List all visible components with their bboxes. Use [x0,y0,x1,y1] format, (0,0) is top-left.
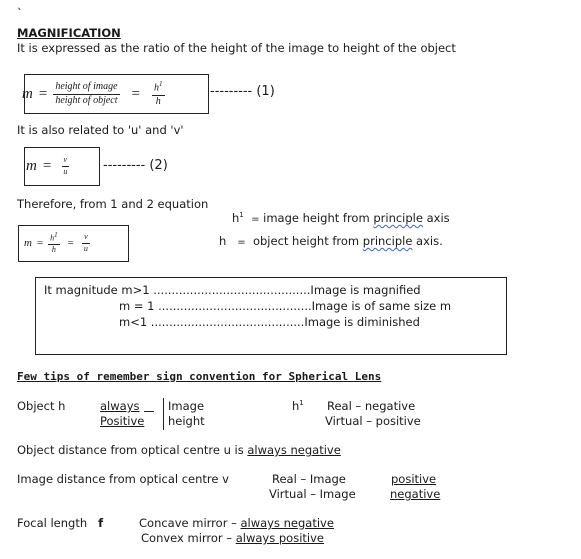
magnitude-row-2 [119,299,451,313]
object-label: Object h [17,399,66,413]
focal-convex: Convex mirror – [141,531,236,545]
object-distance-value: always negative [247,443,341,457]
eq2-den: u [63,166,68,176]
eq3-equals-a: = [36,237,44,249]
focal-concave-row [139,516,334,530]
eq1-num-h-sup: 1 [159,79,163,88]
def-h-text-a: object height from [252,234,363,248]
eq1-fraction-words [53,82,119,106]
therefore-text: Therefore, from 1 and 2 equation [17,197,209,211]
equation-2 [26,150,69,182]
eq2-m: m [26,157,37,174]
eq3-fraction-h [48,232,60,254]
focal-convex-value: always positive [235,531,324,545]
intro-text: It is expressed as the ratio of the height of the image to height of the object [17,41,456,55]
mag-row3-result: Image is diminished [304,315,420,329]
mag-row1-condition: It magnitude m>1 ........................................... [44,283,311,297]
eq1-num-h: h [154,82,159,94]
eq3-m: m [24,237,32,249]
def-h1-sup: 1 [239,211,244,220]
eq1-fraction-h [152,81,165,107]
mag-row2-condition: m = 1 .......................................... [119,299,312,313]
eq1-den-h: h [155,95,161,107]
heading-magnification: MAGNIFICATION [17,26,121,40]
eq2-num: v [62,156,70,166]
focal-label: Focal length [17,516,88,530]
def-h-eq: = [237,237,246,248]
focal-convex-row [141,531,324,545]
magnitude-row-3 [119,315,420,329]
object-distance-text: Object distance from optical centre u is [17,443,248,457]
object-height: height [168,414,205,428]
image-distance-negative: negative [390,487,441,501]
magnitude-row-1 [44,283,421,297]
mag-row2-result: Image is of same size m [311,299,452,313]
image-distance-positive: positive [391,472,437,486]
def-h1-text-c: axis [422,211,450,225]
object-positive: Positive [100,414,145,428]
def-h1-principle: principle [373,211,423,225]
mag-row3-condition: m<1 .......................................... [119,315,305,329]
def-h1-sym: h [232,211,240,225]
object-image: Image [168,399,205,413]
object-h1 [292,399,304,413]
object-always: always [100,399,140,413]
eq1-num-words: height of image [53,82,119,95]
object-h1-sup: 1 [299,399,304,408]
eq3-num-h-sup: 1 [54,230,58,239]
eq3-num-h: h [50,233,55,243]
image-distance-text: Image distance from optical centre v [17,472,229,486]
object-virtual-positive: Virtual – positive [325,414,421,428]
def-h-sym: h [219,234,227,248]
object-real-negative: Real – negative [327,399,416,413]
eq3-fraction-vu [82,233,90,253]
def-h-principle: principle [362,234,413,248]
eq2-equals: = [42,157,52,174]
mag-row1-result: Image is magnified [310,283,421,297]
focal-f: f [98,516,104,530]
object-divider [163,398,164,430]
image-distance-real: Real – Image [272,472,346,486]
eq1-den-words: height of object [55,94,118,106]
eq1-equals-a: = [38,85,48,102]
equation-1 [22,78,165,110]
object-distance-row [17,443,341,457]
eq3-den-h: h [51,244,56,254]
focal-concave: Concave mirror – [139,516,241,530]
tips-heading: Few tips of remember sign convention for Spherical Lens [17,370,382,383]
related-text: It is also related to 'u' and 'v' [17,123,184,137]
eq2-fraction [61,156,69,176]
image-distance-virtual: Virtual – Image [269,487,356,501]
object-always-underline-ext [144,411,154,412]
def-h1 [232,211,450,225]
def-h [219,234,443,248]
eq3-equals-b: = [67,237,74,249]
object-h1-sym: h [292,399,300,413]
eq1-equals-b: = [131,85,140,102]
focal-concave-value: always negative [240,516,334,530]
eq1-m: m [22,85,33,102]
eq3-den-u: u [83,243,88,253]
eq2-tag: --------- (2) [103,158,168,173]
eq3-num-v: v [82,233,90,243]
def-h1-eq: = [251,214,260,225]
backtick-mark: ` [17,6,23,20]
def-h1-text-a: image height from [263,211,374,225]
eq1-tag: --------- (1) [210,84,275,99]
def-h-text-c: axis. [412,234,443,248]
focal-label-row [17,516,103,530]
equation-3 [24,228,90,258]
